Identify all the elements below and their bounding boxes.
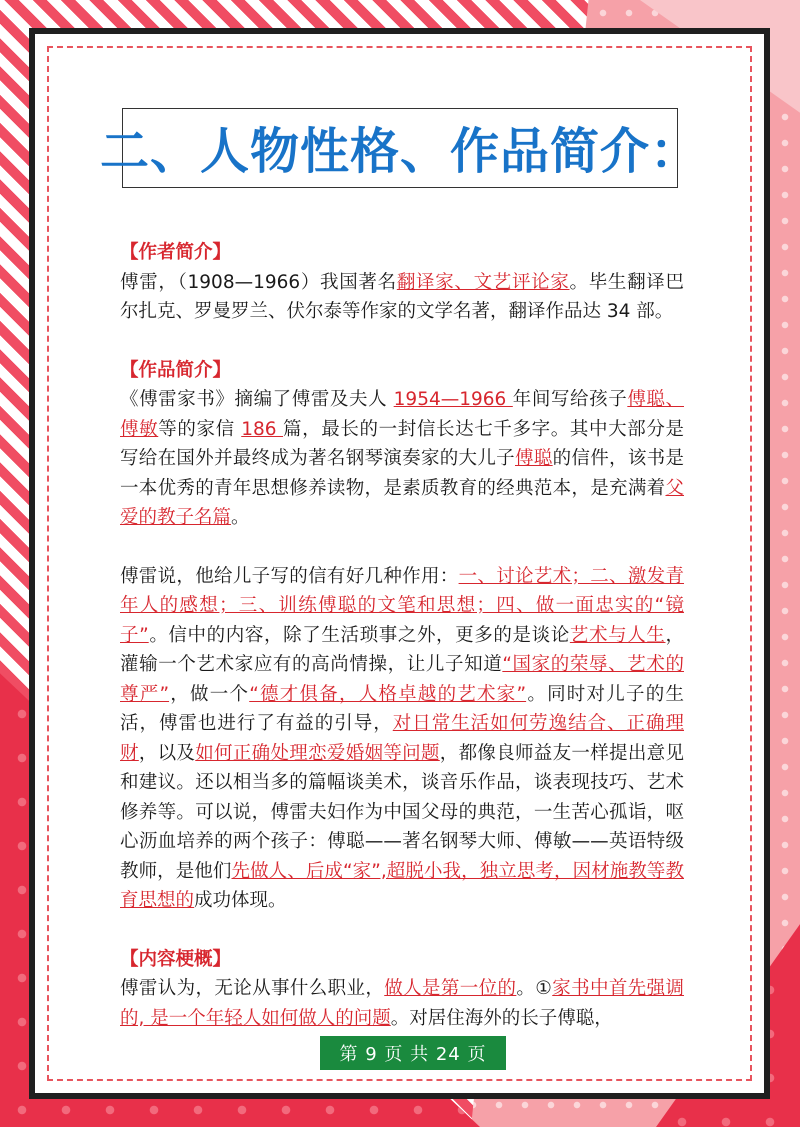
highlight-run: 186 <box>241 418 284 440</box>
highlight-run: 傅聪、傅敏 <box>120 389 684 440</box>
text-run: ，做一个 <box>169 683 250 705</box>
text-run: 傅雷，（1908—1966）我国著名 <box>120 271 397 293</box>
highlight-run: “德才俱备，人格卓越的艺术家” <box>249 683 527 705</box>
document-body <box>120 238 684 1033</box>
highlight-run: 傅聪 <box>515 448 553 469</box>
text-run: 。同时对儿子的生活，傅雷也进行了有益的引导， <box>120 683 684 734</box>
highlight-run: “国家的荣辱、艺术的尊严” <box>120 654 684 705</box>
works-paragraph <box>120 385 684 533</box>
text-run: ，以及 <box>138 742 196 764</box>
text-run: 。① <box>516 978 553 999</box>
text-run: ，都像良师益友一样提出意见和建议。还以相当多的篇幅谈美术，谈音乐作品，谈表现技巧、艺术修养等。可以说，傅雷夫妇作为中国父母的典范，一生苦心孤诣，呕心沥血培养的两个孩子：傅聪——著名钢琴大师、傅敏——英语特级教师，是他们 <box>120 742 684 882</box>
highlight-run: 父爱的教子名篇 <box>120 477 684 528</box>
text-run: 傅雷认为，无论从事什么职业， <box>120 978 385 999</box>
text-run: 《傅雷家书》摘编了傅雷及夫人 <box>120 389 394 410</box>
text-run: 等的家信 <box>158 418 242 440</box>
page-number-badge: 第 9 页 共 24 页 <box>320 1036 506 1070</box>
text-run: 。毕生翻译巴尔扎克、罗曼罗兰、伏尔泰等作家的文学名著，翻译作品达 34 部。 <box>120 271 684 322</box>
highlight-run: 先做人、后成“家”,超脱小我，独立思考，因材施教等教育思想的 <box>120 860 684 911</box>
uses-paragraph <box>120 562 684 916</box>
text-run: 年间写给孩子 <box>512 389 628 410</box>
author-paragraph <box>120 268 684 327</box>
heading-box <box>100 108 701 188</box>
highlight-run: 艺术与人生 <box>569 624 666 646</box>
highlight-run: 对日常生活如何劳逸结合、正确理财 <box>120 713 684 764</box>
highlight-run: 翻译家、文艺评论家 <box>396 271 570 293</box>
highlight-run: 1954—1966 <box>393 389 513 410</box>
text-run: 成功体现。 <box>194 890 287 911</box>
text-run: 。 <box>231 507 250 528</box>
text-run: ，灌输一个艺术家应有的高尚情操，让儿子知道 <box>120 624 684 675</box>
summary-paragraph <box>120 974 684 1033</box>
highlight-run: 一、讨论艺术；二、激发青年人的感想；三、训练傅聪的文笔和思想；四、做一面忠实的“镜子” <box>120 565 684 646</box>
page-heading: 二、人物性格、作品简介： <box>100 123 701 180</box>
text-run: 篇，最长的一封信长达七千多字。其中大部分是写给在国外并最终成为著名钢琴演奏家的大儿子 <box>120 418 684 469</box>
highlight-run: 如何正确处理恋爱婚姻等问题 <box>195 742 440 764</box>
text-run: 。对居住海外的长子傅聪， <box>390 1007 613 1029</box>
text-run: 傅雷说，他给儿子写的信有好几种作用： <box>120 565 459 587</box>
section-title-works: 【作品简介】 <box>120 359 232 381</box>
text-run: 。信中的内容，除了生活琐事之外，更多的是谈论 <box>148 624 570 646</box>
highlight-run: 做人是第一位的 <box>384 978 517 999</box>
section-title-summary: 【内容梗概】 <box>120 948 232 970</box>
section-title-author: 【作者简介】 <box>120 242 232 263</box>
text-run: 的信件，该书是一本优秀的青年思想修养读物，是素质教育的经典范本，是充满着 <box>120 448 684 499</box>
highlight-run: 家书中首先强调的, 是一个年轻人如何做人的问题 <box>120 978 684 1029</box>
